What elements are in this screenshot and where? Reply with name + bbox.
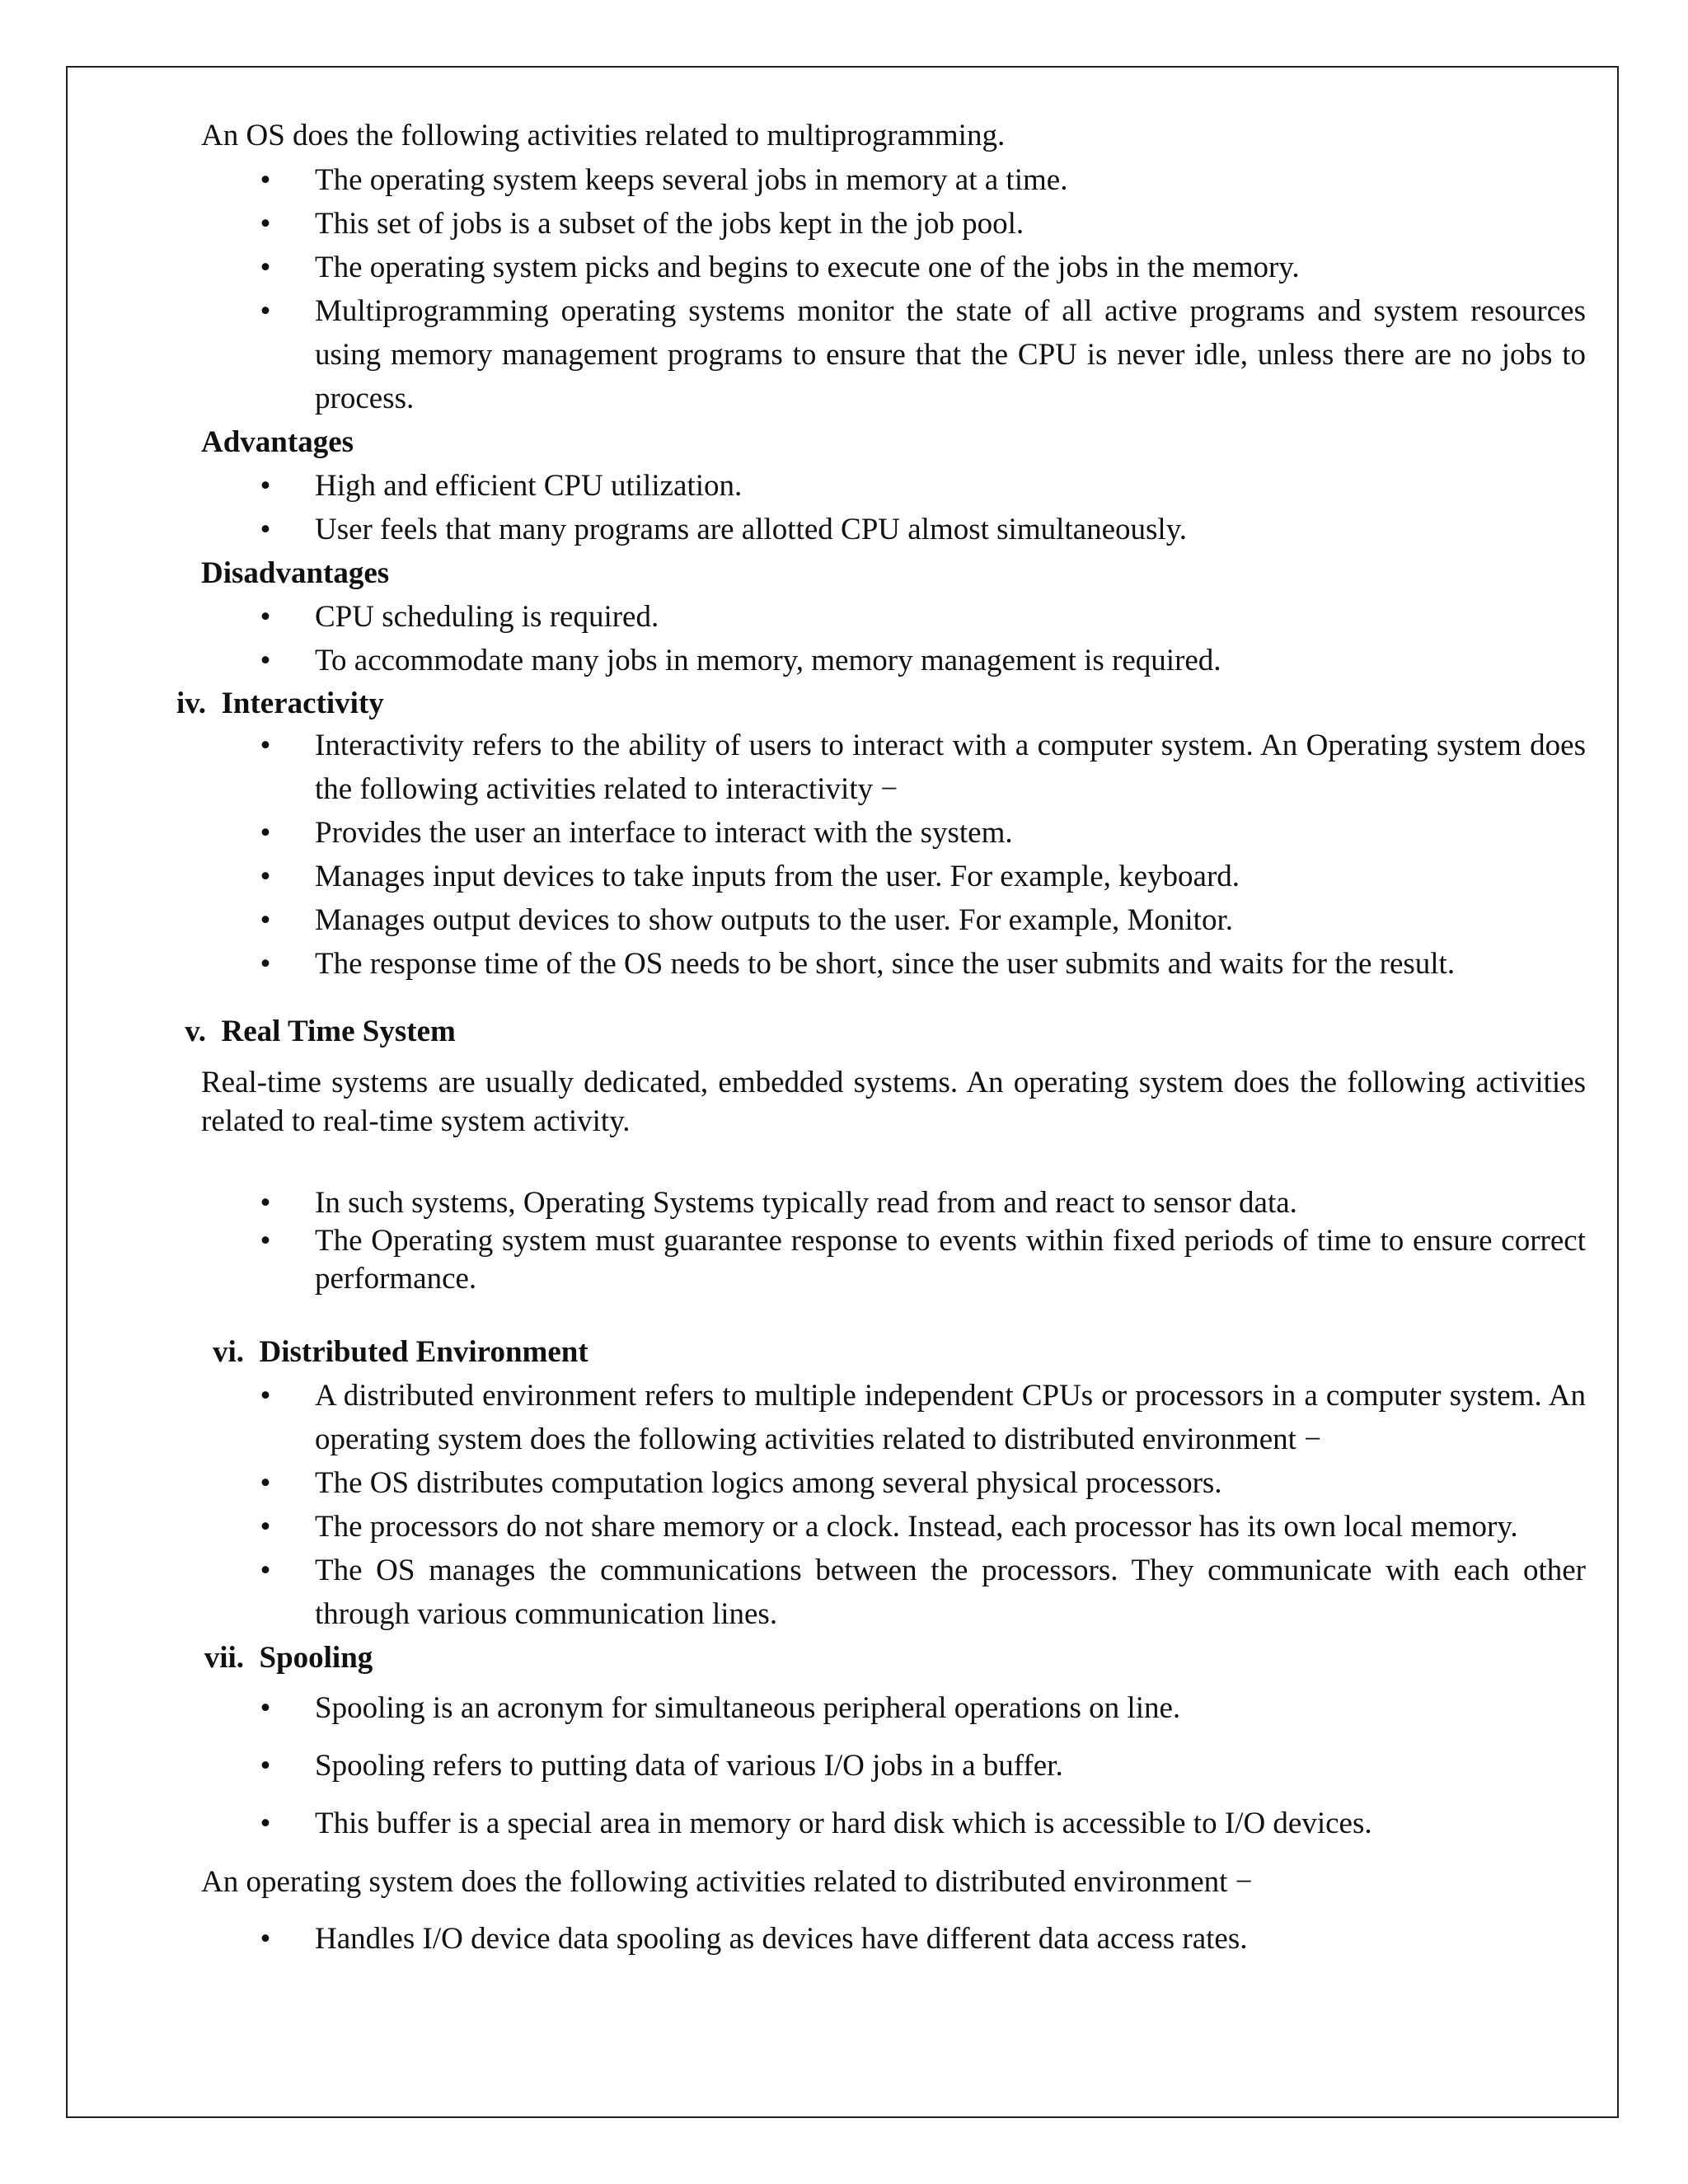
list-item: • Spooling is an acronym for simultaneous peripheral operations on line. [249,1686,1586,1730]
list-item: • Manages input devices to take inputs from the user. For example, keyboard. [249,855,1586,898]
section-heading-distributed-environment [175,1330,588,1374]
list-item: • A distributed environment refers to multiple independent CPUs or processors in a computer system. An operating system does the following activities related to distributed environment − [249,1374,1586,1461]
section-number: vii. [204,1641,244,1675]
list-item: • The operating system keeps several jobs in memory at a time. [249,158,1586,202]
spooling-list [249,1686,1586,1845]
document-page [66,66,1619,2118]
section-number: iv. [176,687,206,720]
list-item: • Handles I/O device data spooling as devices have different data access rates. [249,1917,1586,1961]
section-title: Spooling [259,1641,373,1675]
list-item: • This set of jobs is a subset of the jobs kept in the job pool. [249,202,1586,246]
document-body [68,68,1617,2116]
spooling-outro-list [249,1917,1586,1961]
list-item: • Provides the user an interface to interact with the system. [249,811,1586,855]
real-time-intro: Real-time systems are usually dedicated, embedded systems. An operating system does the following activities related to real-time system activity. [201,1066,1586,1138]
list-item: • To accommodate many jobs in memory, memory management is required. [249,639,1586,682]
disadvantages-list [249,595,1586,682]
section-title: Interactivity [221,687,384,720]
list-item: • Spooling refers to putting data of various I/O jobs in a buffer. [249,1744,1586,1788]
distributed-list [249,1374,1586,1636]
list-item: • This buffer is a special area in memory or hard disk which is accessible to I/O devices. [249,1802,1586,1845]
list-item: • The OS distributes computation logics among several physical processors. [249,1461,1586,1505]
list-item: • The processors do not share memory or a clock. Instead, each processor has its own local memory. [249,1505,1586,1549]
list-item: • Multiprogramming operating systems monitor the state of all active programs and system resources using memory management programs to ensure that the CPU is never idle, unless there are no jobs to process. [249,289,1586,420]
section-heading-interactivity [160,682,384,725]
list-item: • In such systems, Operating Systems typically read from and react to sensor data. [249,1184,1586,1222]
real-time-list [249,1184,1586,1298]
list-item: • User feels that many programs are allotted CPU almost simultaneously. [249,508,1586,551]
multiprogramming-list [249,158,1586,420]
list-item: • The operating system picks and begins to execute one of the jobs in the memory. [249,246,1586,289]
list-item: • The Operating system must guarantee response to events within fixed periods of time to ensure correct performance. [249,1222,1586,1298]
section-number: v. [185,1015,206,1048]
multiprogramming-intro: An OS does the following activities related to multiprogramming. [201,119,1006,152]
section-number: vi. [212,1335,244,1369]
section-heading-spooling [175,1636,373,1680]
section-title: Distributed Environment [259,1335,588,1369]
list-item: • The OS manages the communications between the processors. They communicate with each other through various communication lines. [249,1549,1586,1636]
spooling-outro: An operating system does the following activities related to distributed environment − [201,1865,1253,1899]
list-item: • The response time of the OS needs to be short, since the user submits and waits for the result. [249,942,1586,986]
section-title: Real Time System [221,1015,456,1048]
list-item: • CPU scheduling is required. [249,595,1586,639]
list-item: • High and efficient CPU utilization. [249,464,1586,508]
advantages-list [249,464,1586,551]
list-item: • Manages output devices to show outputs to the user. For example, Monitor. [249,898,1586,942]
disadvantages-heading: Disadvantages [201,556,390,590]
section-heading-real-time-system [160,1010,456,1053]
interactivity-list [249,724,1586,986]
advantages-heading: Advantages [201,425,354,459]
list-item: • Interactivity refers to the ability of users to interact with a computer system. An Operating system does the following activities related to interactivity − [249,724,1586,811]
